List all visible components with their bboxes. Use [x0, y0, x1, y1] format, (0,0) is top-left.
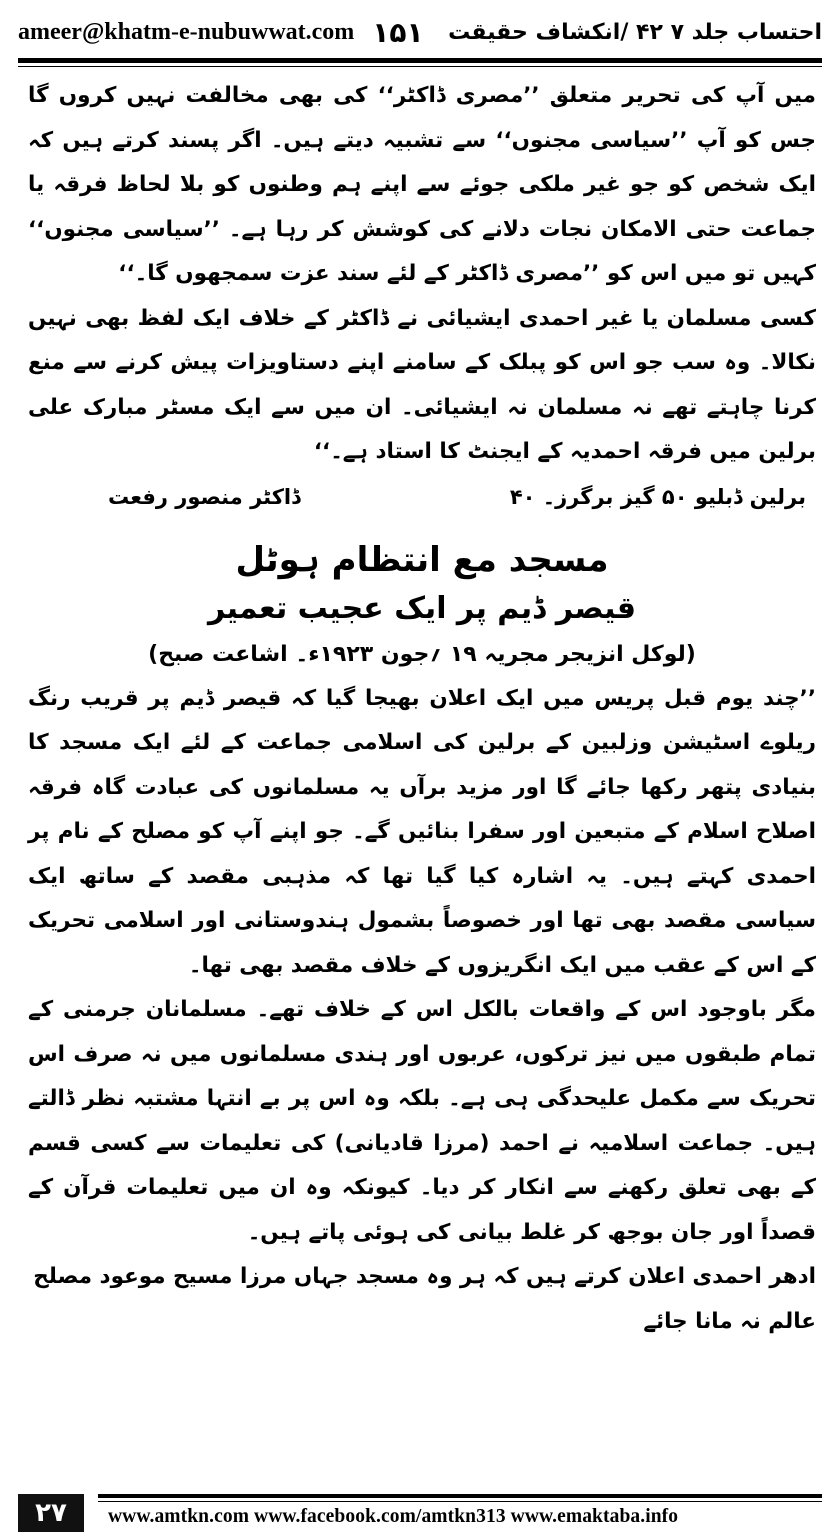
- signature-author: ڈاکٹر منصور رفعت: [108, 484, 301, 509]
- section-paragraph-1: ’’چند یوم قبل پریس میں ایک اعلان بھیجا گیا کہ قیصر ڈیم پر قریب رنگ ریلوے اسٹیشن وزلبین کے برلین کی اسلامی جماعت کے لئے ایک مسجد کا بنیادی پتھر رکھا جائے گا اور مزید برآں یہ مسلمانوں کی عبادت گاہ فرقہ اصلاح اسلام کے متبعین اور سفرا بنائیں گے۔ جو اپنے آپ کو مصلح کے نام پر احمدی کہتے ہیں۔ یہ اشارہ کیا گیا تھا کہ مذہبی مقصد کے ساتھ ایک سیاسی مقصد بھی تھا اور خصوصاً بشمول ہندوستانی اور اسلامی تحریک کے اس کے عقب میں ایک انگریزوں کے خلاف مقصد بھی تھا۔: [28, 685, 816, 978]
- section-subtitle: قیصر ڈیم پر ایک عجیب تعمیر: [207, 590, 636, 626]
- header-email: ameer@khatm-e-nubuwwat.com: [18, 18, 355, 45]
- section-paragraph-3: ادھر احمدی اعلان کرتے ہیں کہ ہر وہ مسجد جہاں مرزا مسیح موعود مصلح عالم نہ مانا جائے: [33, 1264, 816, 1334]
- page-footer: [18, 1494, 822, 1534]
- signature-place: برلین ڈبلیو ۵۰ گیز برگرز۔ ۴۰: [509, 484, 806, 509]
- signature-line: [28, 475, 816, 519]
- body-paragraph-1: میں آپ کی تحریر متعلق ’’مصری ڈاکٹر‘‘ کی بھی مخالفت نہیں کروں گا جس کو آپ ’’سیاسی مجنوں‘‘ سے تشبیہ دیتے ہیں۔ اگر پسند کرتے ہیں کہ ایک شخص کو جو غیر ملکی جوئے سے اپنے ہم وطنوں کو بلا لحاظ فرقہ یا جماعت حتی الامکان نجات دلانے کی کوشش کر رہا ہے۔ ’’سیاسی مجنوں‘‘ کہیں تو میں اس کو ’’مصری ڈاکٹر کے لئے سند عزت سمجھوں گا۔‘‘: [28, 83, 816, 286]
- footer-rule-thin: [98, 1501, 822, 1502]
- footer-rule-thick: [98, 1494, 822, 1498]
- page-body: [28, 74, 816, 1344]
- footer-links: www.amtkn.com www.facebook.com/amtkn313 www.emaktaba.info: [108, 1506, 679, 1527]
- section-paragraph-2: مگر باوجود اس کے واقعات بالکل اس کے خلاف تھے۔ مسلمانان جرمنی کے تمام طبقوں میں نیز ترکوں، عربوں اور ہندی مسلمانوں میں نہ صرف اس تحریک سے مکمل علیحدگی ہی ہے۔ بلکہ وہ اس پر بے انتہا مشتبہ نظر ڈالتے ہیں۔ جماعت اسلامیہ نے احمد (مرزا قادیانی) کی تعلیمات سے کسی قسم کے بھی تعلق رکھنے سے انکار کر دیا۔ کیونکہ وہ ان میں تعلیمات قرآن کے قصداً اور جان بوجھ کر غلط بیانی کی ہوئی پاتے ہیں۔: [28, 997, 816, 1245]
- page-number: ۱۵۱: [372, 15, 424, 49]
- header-rule-thick: [18, 58, 822, 63]
- page-header: [18, 10, 822, 54]
- section-source: (لوکل انزیجر مجریہ ۱۹ ؍جون ۱۹۲۳ء۔ اشاعت صبح): [148, 641, 696, 667]
- footer-page-badge: ۲۷: [18, 1494, 84, 1532]
- section-title: مسجد مع انتظام ہوٹل: [235, 539, 609, 580]
- header-left: [18, 16, 424, 49]
- book-title: احتساب جلد ۷ ۴۲ /انکشاف حقیقت: [448, 19, 822, 45]
- body-paragraph-2: کسی مسلمان یا غیر احمدی ایشیائی نے ڈاکٹر کے خلاف ایک لفظ بھی نہیں نکالا۔ وہ سب جو اس کو پبلک کے سامنے اپنے دستاویزات پیش کرنے سے منع کرنا چاہتے تھے نہ مسلمان نہ ایشیائی۔ ان میں سے ایک مسٹر مبارک علی برلین میں فرقہ احمدیہ کے ایجنٹ کا استاد ہے۔‘‘: [28, 305, 816, 464]
- header-rule-thin: [18, 66, 822, 67]
